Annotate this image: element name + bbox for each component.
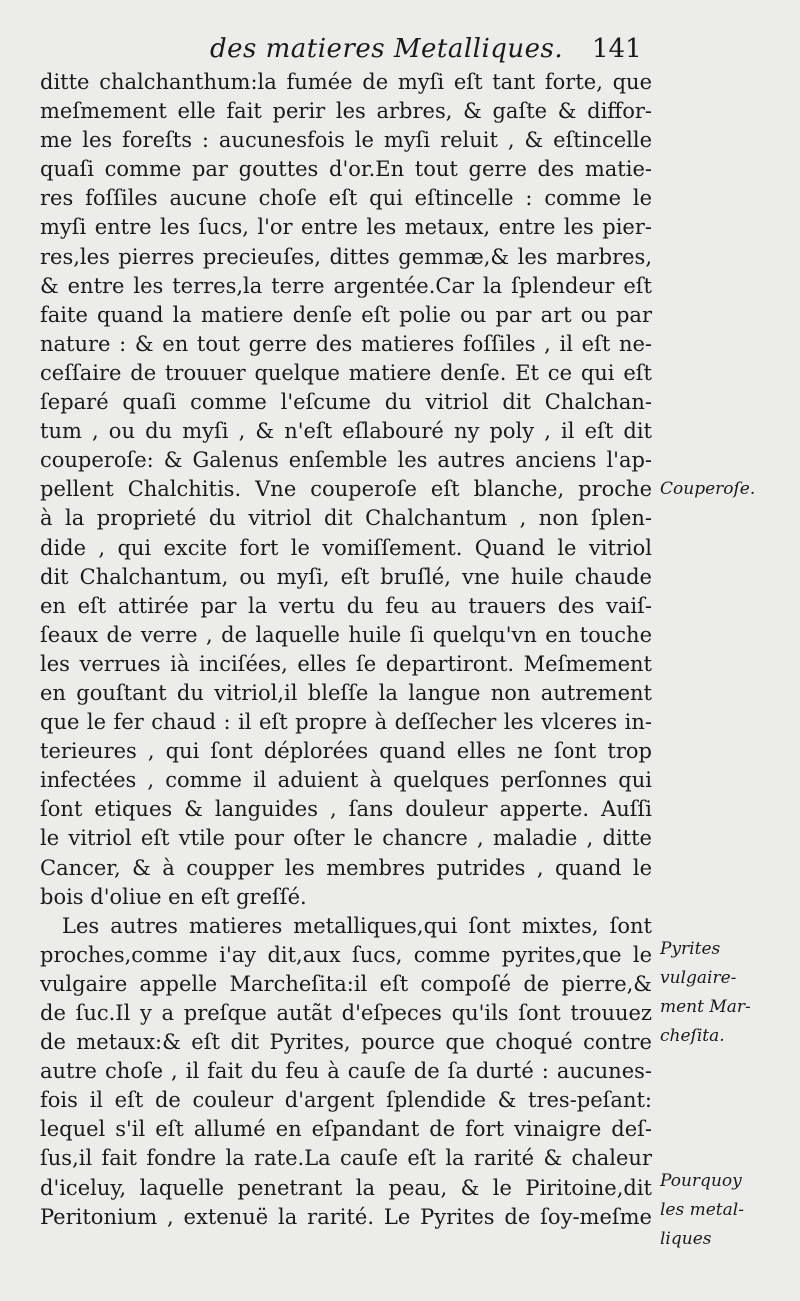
text-line: de metaux:& eſt dit Pyrites, pource que choqué contre [40, 1030, 652, 1055]
text-line: lequel s'il eſt allumé en eſpandant de fort vinaigre deſ- [40, 1117, 652, 1142]
margin-note-pyrites: Pyrites [660, 939, 721, 959]
margin-note-pourquoy: les metal- [660, 1200, 744, 1220]
text-line: d'iceluy, laquelle penetrant la peau, & le Piritoine,dit [40, 1175, 652, 1200]
margin-note-pourquoy: liques [660, 1229, 712, 1249]
text-line: proches,comme i'ay dit,aux ſucs, comme pyrites,que le [40, 942, 652, 967]
text-line: Cancer, & à coupper les membres putrides , quand le [40, 855, 652, 880]
margin-note-pyrites: ment Mar- [660, 997, 751, 1017]
text-line: res,les pierres precieuſes, dittes gemmæ,& les marbres, [40, 244, 652, 269]
text-line: à la proprieté du vitriol dit Chalchantum , non ſplen- [40, 506, 652, 531]
page-number: 141 [592, 34, 642, 64]
text-line: me les foreſts : aucunesfois le myſi reluit , & eſtincelle [40, 128, 652, 153]
text-line: les verrues ià inciſées, elles ſe departiront. Meſmement [40, 651, 652, 676]
text-line: faite quand la matiere denſe eſt polie ou par art ou par [40, 302, 652, 327]
running-title: des matieres Metalliques. [210, 34, 564, 64]
text-line: quaſi comme par gouttes d'or.En tout gerre des matie- [40, 157, 652, 182]
text-line: ceſſaire de trouuer quelque matiere denſe. Et ce qui eſt [40, 360, 652, 385]
text-line: en gouſtant du vitriol,il bleſſe la langue non autrement [40, 680, 652, 705]
margin-note-couperose: Couperoſe. [660, 479, 756, 499]
text-line: ſont etiques & languides , ſans douleur apperte. Auſſi [40, 797, 652, 822]
text-line: vulgaire appelle Marcheſita:il eſt compoſé de pierre,& [40, 971, 652, 996]
text-line: ditte chalchanthum:la fumée de myſi eſt tant forte, que [40, 70, 652, 94]
text-line: Peritonium , extenuë la rarité. Le Pyrites de ſoy-meſme [40, 1204, 652, 1229]
text-line-paragraph-end: bois d'oliue en eſt greſſé. [40, 884, 307, 909]
margin-note-pourquoy: Pourquoy [660, 1171, 742, 1191]
text-line: & entre les terres,la terre argentée.Car la ſplendeur eſt [40, 273, 652, 298]
text-line: couperoſe: & Galenus enſemble les autres anciens l'ap- [40, 448, 652, 473]
text-line: de ſuc.Il y a preſque autãt d'eſpeces qu'ils ſont trouuez [40, 1001, 652, 1025]
text-line: fois il eſt de couleur d'argent ſplendide & tres-peſant: [40, 1088, 652, 1113]
text-line: res foſſiles aucune choſe eſt qui eſtincelle : comme le [40, 186, 652, 211]
text-line: ſeparé quaſi comme l'eſcume du vitriol dit Chalchan- [40, 390, 652, 415]
text-line: dide , qui excite fort le vomiſſement. Quand le vitriol [40, 535, 652, 560]
margin-note-pyrites: vulgaire- [660, 968, 737, 988]
text-line: tum , ou du myſi , & n'eſt eſlabouré ny poly , il eſt dit [40, 419, 652, 444]
text-line: que le fer chaud : il eſt propre à deſſecher les vlceres in- [40, 710, 652, 735]
text-line: nature : & en tout gerre des matieres foſſiles , il eſt ne- [40, 331, 652, 356]
text-line: autre choſe , il fait du feu à cauſe de ſa durté : aucunes- [40, 1059, 652, 1084]
text-line: infectées , comme il aduient à quelques perſonnes qui [40, 768, 652, 793]
text-line: dit Chalchantum, ou myſi, eſt bruſlé, vne huile chaude [40, 564, 652, 589]
text-line-paragraph-start: Les autres matieres metalliques,qui ſont mixtes, ſont [62, 913, 652, 938]
main-text-block [40, 68, 652, 1232]
margin-note-pyrites: cheſita. [660, 1026, 725, 1046]
text-line: ſus,il fait fondre la rate.La cauſe eſt la rarité & chaleur [40, 1146, 652, 1171]
text-line: le vitriol eſt vtile pour oſter le chancre , maladie , ditte [40, 826, 652, 851]
text-line: ſeaux de verre , de laquelle huile ſi quelqu'vn en touche [40, 622, 652, 647]
text-line: en eſt attirée par la vertu du feu au trauers des vaiſ- [40, 593, 652, 618]
text-line: terieures , qui ſont déplorées quand elles ne ſont trop [40, 739, 652, 764]
text-line: meſmement elle fait perir les arbres, & gaſte & diffor- [40, 99, 652, 124]
text-line: myſi entre les ſucs, l'or entre les metaux, entre les pier- [40, 215, 652, 240]
text-line: pellent Chalchitis. Vne couperoſe eſt blanche, proche [40, 477, 652, 502]
